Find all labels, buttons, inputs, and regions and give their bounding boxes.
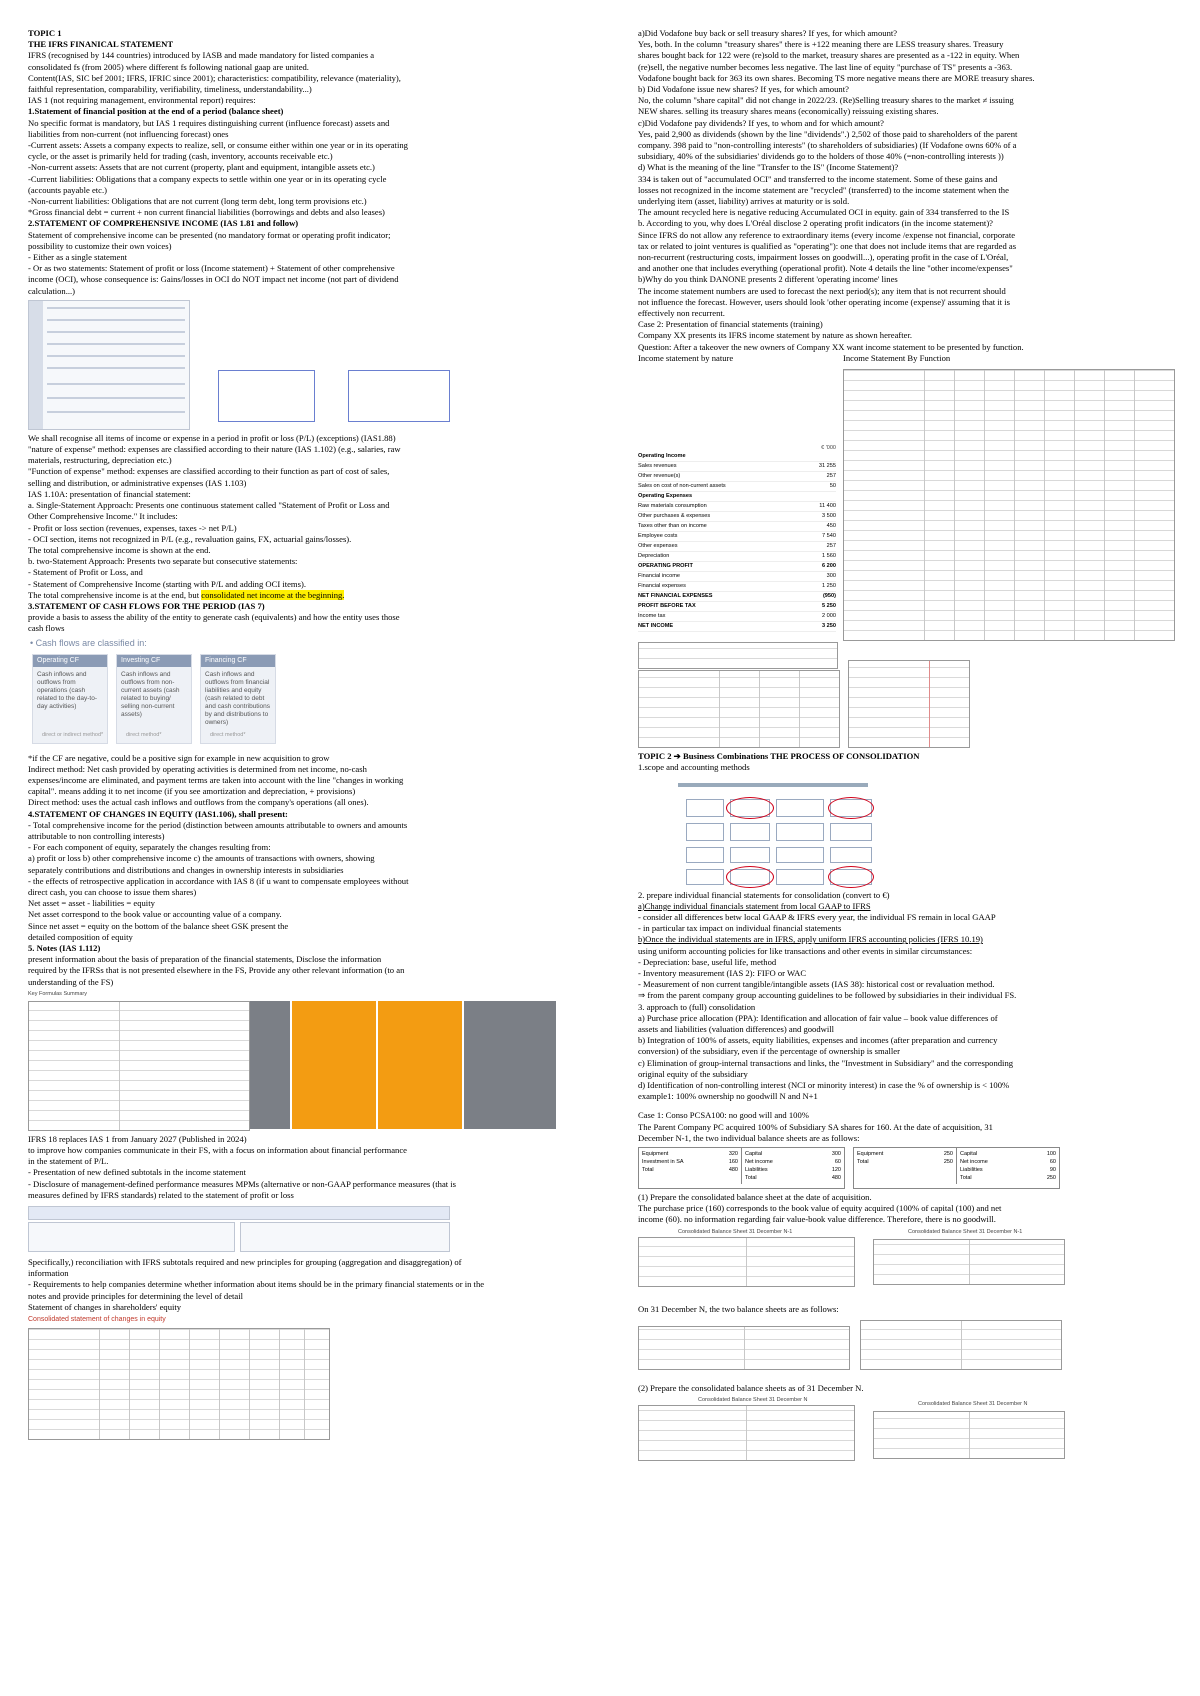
qa-block (638, 28, 1173, 353)
bs-value: 160 (728, 1158, 738, 1165)
sa-balance-sheet (853, 1147, 1060, 1189)
bs-label: Total (857, 1158, 869, 1165)
bs-row (745, 1174, 841, 1182)
row-value: 1 250 (822, 583, 836, 590)
bs-value: 60 (1049, 1158, 1056, 1165)
text-line: - Depreciation: base, useful life, method (638, 956, 777, 967)
row-label: Income tax (638, 613, 666, 620)
table-row (638, 542, 836, 552)
section-5-body (28, 954, 563, 988)
row-value: 2 000 (822, 613, 836, 620)
row-value: 257 (826, 473, 836, 480)
row-label: Financial expenses (638, 583, 686, 590)
individual-balance-sheets (638, 1147, 1173, 1189)
text-line: - the effects of retrospective application in accordance with IAS 8 (if u want to compensate employees without (28, 875, 409, 886)
red-list (848, 660, 970, 748)
text-line: (1) Prepare the consolidated balance sheet at the date of acquisition. (638, 1191, 872, 1202)
income-statement-figure (638, 367, 1173, 667)
table-row (638, 592, 836, 602)
text-line: The income statement numbers are used to forecast the next period(s); any item that is not recurrent should (638, 285, 1006, 296)
row-label: Sales on cost of non-current assets (638, 483, 726, 490)
text-line: expenses/income are eliminated, and payment terms are taken into account with the line "changes in working (28, 774, 404, 785)
bs-row (857, 1150, 953, 1158)
text-line: company. 398 paid to "non-controlling interests" (to shareholders of subsidiaries) (If Vodafone owns 60% of a (638, 140, 1017, 151)
table-row (638, 522, 836, 532)
text-line: "nature of expense" method: expenses are classified according to their nature (IAS 1.102) (e.g., salaries, raw (28, 444, 401, 455)
row-value: 3 250 (822, 623, 836, 630)
income-statement-labels (638, 353, 1173, 364)
text-line: Question: After a takeover the new owners of Company XX want income statement to be presented by function. (638, 341, 1024, 352)
text-line: a. Single-Statement Approach: Presents one continuous statement called "Statement of Profit or Loss and (28, 500, 390, 511)
text-line: underlying item (asset, liability) arrives at maturity or is sold. (638, 196, 850, 207)
bs-row (745, 1166, 841, 1174)
key-formulas-figure (28, 991, 563, 1131)
text-line: Content(IAS, SIC bef 2001; IFRS, IFRIC since 2001); characteristics: compatibility, relevance (materiality), (28, 72, 401, 83)
text-line: The amount recycled here is negative reducing Accumulated OCI in equity. gain of 334 transferred to the IS (638, 207, 1010, 218)
text-line: b) Integration of 100% of assets, equity liabilities, expenses and incomes (after preparation and currency (638, 1035, 998, 1046)
text-line: cash flows (28, 623, 65, 634)
diagram-box-two (348, 370, 450, 422)
grey-strip (250, 1001, 290, 1129)
left-column (28, 28, 563, 1443)
text-line: losses not recognized in the income statement are "recycled" (transferred) to the income statement when the (638, 184, 1009, 195)
text-line: d) Identification of non-controlling interest (NCI or minority interest) in case the % of ownership is < 100% (638, 1079, 1010, 1090)
row-value: 11 400 (819, 503, 836, 510)
text-line: possibility to customize their own voices) (28, 240, 172, 251)
highlighted-text: consolidated net income at the beginning. (201, 589, 345, 600)
text-line: Yes, both. In the column "treasury shares" there is +122 meaning there are LESS treasury shares. Treasury (638, 39, 1004, 50)
row-label: Taxes other than on income (638, 523, 707, 530)
formula-heading: Key Formulas Summary (28, 990, 87, 997)
text-line: detailed composition of equity (28, 931, 133, 942)
cash-flow-figure (28, 638, 563, 750)
row-value: 257 (826, 543, 836, 550)
section-2-title: 2.STATEMENT OF COMPREHENSIVE INCOME (IAS 1.81 and follow) (28, 218, 299, 229)
bs-label: Net income (960, 1158, 988, 1165)
text-line: b. two-Statement Approach: Presents two separate but consecutive statements: (28, 556, 298, 567)
table-row (638, 532, 836, 542)
text-line: Other Comprehensive Income." It includes: (28, 511, 178, 522)
cf-box (32, 654, 108, 744)
bs-label: Equipment (642, 1150, 669, 1157)
cons-title-3: Consolidated Balance Sheet 31 December N (698, 1396, 808, 1403)
text-line: Company XX presents its IFRS income statement by nature as shown hereafter. (638, 330, 912, 341)
row-label: Financial income (638, 573, 680, 580)
row-label: Other purchases & expenses (638, 513, 711, 520)
text-line: a) Purchase price allocation (PPA): Identification and allocation of fair value – book value differences of (638, 1012, 998, 1023)
text-line: Vodafone bought back for 363 its own shares. Becoming TS more negative means there are MORE treasury shares. (638, 72, 1035, 83)
cf-box-title: Financing CF (201, 655, 275, 667)
bs-value: 300 (831, 1150, 841, 1157)
cf-box-footnote: direct method* (210, 731, 246, 738)
text-line: in the statement of P/L. (28, 1156, 109, 1167)
bs-value: 250 (943, 1150, 953, 1157)
text-line: (accounts payable etc.) (28, 184, 107, 195)
text-line: b)Once the individual statements are in IFRS, apply uniform IFRS accounting policies (IFRS 10.19) (638, 934, 983, 945)
text-line: - Either as a single statement (28, 252, 128, 263)
text-line: - Statement of Comprehensive Income (starting with P/L and adding OCI items). (28, 578, 306, 589)
section-3-title: 3.STATEMENT OF CASH FLOWS FOR THE PERIOD (IAS 7) (28, 600, 265, 611)
text-line: December N-1, the two individual balance sheets are as follows: (638, 1132, 860, 1143)
table-row (638, 602, 836, 612)
cf-box-text: Cash inflows and outflows from financial liabilities and equity (cash related to debt and cash contributions by and distributions to owners) (205, 670, 271, 726)
table-row (638, 572, 836, 582)
text-line: a) profit or loss b) other comprehensive income c) the amounts of transactions with owners, showing (28, 853, 375, 864)
text-line: separately contributions and distributions and changes in ownership interests in subsidiaries (28, 864, 344, 875)
consolidated-bs-acquisition (638, 1229, 1173, 1287)
label-by-nature: Income statement by nature (638, 352, 734, 363)
unit-label: € '000 (821, 445, 836, 452)
bs-row (960, 1174, 1056, 1182)
text-line: -Non-current liabilities: Obligations that are not current (long term debt, long term provisions etc.) (28, 196, 367, 207)
row-value: 3 500 (822, 513, 836, 520)
row-label: Operating Expenses (638, 493, 693, 500)
row-label: NET FINANCIAL EXPENSES (638, 593, 713, 600)
bs-row (642, 1158, 738, 1166)
text-line: c) Elimination of group-internal transactions and links, the "Investment in Subsidiary" and the corresponding (638, 1057, 1014, 1068)
text-line: and another one that includes everything (operational profit). Note 4 details the line "other income/expenses" (638, 263, 1013, 274)
text-line: -Non-current assets: Assets that are not current (property, plant and equipment, intangible assets etc.) (28, 162, 375, 173)
text-line: conversion) of the subsidiary, even if the percentage of ownership is smaller (638, 1046, 900, 1057)
text-line: information (28, 1268, 69, 1279)
table-row (638, 502, 836, 512)
topic-2-title: TOPIC 2 ➔ Business Combinations THE PROCESS OF CONSOLIDATION (638, 751, 920, 762)
text-line: b)Why do you think DANONE presents 2 different 'operating income' lines (638, 274, 898, 285)
bs-value: 480 (831, 1174, 841, 1181)
text-line: understanding of the FS) (28, 976, 114, 987)
row-label: OPERATING PROFIT (638, 563, 693, 570)
text-line: We shall recognise all items of income or expense in a period in profit or loss (P/L) (exceptions) (IAS1.88) (28, 432, 396, 443)
text-line: (re)sell, the negative number becomes less negative. The last line of equity "purchase of TS" presents a -363. (638, 61, 1013, 72)
bs-value: 100 (1046, 1150, 1056, 1157)
text-line: - For each component of equity, separately the changes resulting from: (28, 842, 271, 853)
row-value: 50 (829, 483, 836, 490)
text-line: Net asset correspond to the book value or accounting value of a company. (28, 909, 282, 920)
bs-row (960, 1158, 1056, 1166)
cf-box-title: Operating CF (33, 655, 107, 667)
cf-box (200, 654, 276, 744)
ifrs18-block (28, 1134, 563, 1201)
pc-balance-sheet (638, 1147, 845, 1189)
text-line: - Or as two statements: Statement of profit or loss (Income statement) + Statement of other comprehensive (28, 263, 395, 274)
row-value: 7 540 (822, 533, 836, 540)
bs-label: Capital (745, 1150, 763, 1157)
row-value: 6 200 (822, 563, 836, 570)
bs-label: Liabilities (960, 1166, 983, 1173)
text-line: attributable to non controlling interests) (28, 830, 165, 841)
text-line: Yes, paid 2,900 as dividends (shown by the line "dividends".) 2,502 of those paid to shareholders of the parent (638, 128, 1018, 139)
allocation-figure (638, 670, 1173, 748)
bs-row (642, 1150, 738, 1158)
text-line: present information about the basis of preparation of the financial statements, Disclose the information (28, 954, 382, 965)
text-line: The purchase price (160) corresponds to the book value of equity acquired (100% of capital (100) and net (638, 1203, 1002, 1214)
text-line: notes and provide principles for determining the level of detail (28, 1290, 244, 1301)
text-line: - Total comprehensive income for the period (distinction between amounts attributable to owners and amounts (28, 819, 408, 830)
text-line: Direct method: uses the actual cash inflows and outflows from the company's operations (all ones). (28, 797, 369, 808)
text-line: "Function of expense" method: expenses are classified according to their function as part of cost of sales, (28, 466, 390, 477)
text-line: - OCI section, items not recognized in P/L (e.g., revaluation gains, FX, actuarial gains/losses). (28, 533, 352, 544)
balance-sheets-n (638, 1318, 1173, 1370)
soce-table (28, 1328, 330, 1440)
section-3-body (28, 612, 563, 634)
text-line: a)Did Vodafone buy back or sell treasury shares? If yes, for which amount? (638, 28, 898, 38)
consolidation-methods-diagram (638, 777, 1173, 887)
text-line: - Disclosure of management-defined performance measures MPMs (alternative or non-GAAP performance measures (that is (28, 1178, 457, 1189)
section-1-title: 1.Statement of financial position at the end of a period (balance sheet) (28, 106, 284, 117)
table-row (638, 472, 836, 482)
text-line: Since IFRS do not allow any reference to extraordinary items (every income /expense not financial, corporate (638, 229, 1016, 240)
section-title: THE IFRS FINANICAL STATEMENT (28, 39, 174, 50)
bs-label: Net income (745, 1158, 773, 1165)
row-label: Sales revenues (638, 463, 677, 470)
table-row (638, 462, 836, 472)
row-label: Raw materials consumption (638, 503, 707, 510)
text-line: 334 is taken out of "accumulated OCI" and transferred to the income statement. Some of these gains and (638, 173, 998, 184)
text-line: Case 2: Presentation of financial statements (training) (638, 319, 823, 330)
text-line: -Current liabilities: Obligations that a company expects to settle within one year or in its operating cycle (28, 173, 387, 184)
bs-row (642, 1166, 738, 1174)
text-line: IFRS 18 replaces IAS 1 from January 2027 (Published in 2024) (28, 1133, 247, 1144)
table-row (638, 622, 836, 632)
section-4-body (28, 820, 563, 943)
text-line: 3. approach to (full) consolidation (638, 1001, 756, 1012)
bs-value: 90 (1049, 1166, 1056, 1173)
ifrs18-notes (28, 1257, 563, 1313)
text-line: capital". means adding it to net income (if you see amortization and depreciation, + provisions) (28, 786, 356, 797)
total-comprehensive-line (28, 590, 563, 601)
cf-box-text: Cash inflows and outflows from operations (cash related to the day-to-day activities) (37, 670, 97, 710)
bs-value: 60 (834, 1158, 841, 1165)
bs-label: Total (745, 1174, 757, 1181)
cons-title-2: Consolidated Balance Sheet 31 December N-1 (908, 1228, 1023, 1235)
text-line: liabilities from non-current (not influencing forecast) ones (28, 128, 229, 139)
formula-table (28, 1001, 250, 1131)
text-line: income (60). no information regarding fair value-book value difference. Therefore, there is no goodwill. (638, 1214, 996, 1225)
text-line: - in particular tax impact on individual financial statements (638, 923, 842, 934)
bs-label: Total (642, 1166, 654, 1173)
row-label: Employee costs (638, 533, 678, 540)
text-line: c)Did Vodafone pay dividends? If yes, to whom and for which amount? (638, 117, 884, 128)
table-row (638, 552, 836, 562)
consolidation-steps (638, 890, 1173, 1103)
text-line: IAS 1.10A: presentation of financial statement: (28, 488, 191, 499)
table-row (638, 482, 836, 492)
row-value: 300 (826, 573, 836, 580)
bs-row (960, 1150, 1056, 1158)
text-line: Net asset = asset - liabilities = equity (28, 898, 155, 909)
bs-row (745, 1158, 841, 1166)
row-label: Other expenses (638, 543, 678, 550)
section-5-title: 5. Notes (IAS 1.112) (28, 942, 101, 953)
nature-table (638, 445, 836, 632)
dec31-line: On 31 December N, the two balance sheets are as follows: (638, 1303, 839, 1314)
bs-row (857, 1158, 953, 1166)
table-row (638, 492, 836, 502)
section-3-explanation (28, 753, 563, 809)
bs-label: Total (960, 1174, 972, 1181)
text-line: The total comprehensive income is shown at the end. (28, 544, 211, 555)
row-label: Operating Income (638, 453, 686, 460)
row-value: 5 250 (822, 603, 836, 610)
row-value: 1 560 (822, 553, 836, 560)
text-line: calculation...) (28, 285, 76, 296)
text-line: to improve how companies communicate in their FS, with a focus on information about financial performance (28, 1145, 407, 1155)
text-line: d) What is the meaning of the line "Transfer to the IS" (Income Statement)? (638, 162, 899, 173)
right-column (638, 28, 1173, 1464)
cf-box-footnote: direct method* (126, 731, 162, 738)
text-line: - Profit or loss section (revenues, expenses, taxes -> net P/L) (28, 522, 237, 533)
row-value: 31 255 (818, 463, 836, 470)
text-line: 2. prepare individual financial statements for consolidation (convert to €) (638, 889, 890, 900)
text-line: - Inventory measurement (IAS 2): FIFO or WAC (638, 967, 807, 978)
row-label: Depreciation (638, 553, 670, 560)
cf-box-footnote: direct or indirect method* (42, 731, 104, 738)
text-line: The Parent Company PC acquired 100% of Subsidiary SA shares for 160. At the date of acquisition, 31 (638, 1121, 993, 1132)
label-by-function: Income Statement By Function (843, 352, 951, 363)
text-line: assets and liabilities (valuation differences) and goodwill (638, 1023, 835, 1034)
text-line: Indirect method: Net cash provided by operating activities is determined from net income, no-cash (28, 763, 367, 774)
text-line: - Measurement of non current tangible/intangible assets (IAS 38): historical cost or revaluation method. (638, 979, 995, 990)
function-table (843, 369, 1175, 641)
text-line: Statement of comprehensive income can be presented (no mandatory format or operating profit indicator; (28, 229, 391, 240)
text-line: *if the CF are negative, could be a positive sign for example in new acquisition to grow (28, 752, 330, 763)
section-2-body (28, 230, 563, 297)
text-line: income (OCI), whose consequence is: Gains/losses in OCI do NOT impact net income (not part of dividend (28, 274, 399, 285)
bs-value: 250 (1046, 1174, 1056, 1181)
text-line: non-recurrent (restructuring costs, impairment losses on goodwill...), operating profit in the case of L'Oréal, (638, 252, 1009, 263)
bs-value: 480 (728, 1166, 738, 1173)
row-label: PROFIT BEFORE TAX (638, 603, 696, 610)
investing-box (378, 1001, 462, 1129)
diagram-box-one (218, 370, 315, 422)
text-line: b) Did Vodafone issue new shares? If yes, for which amount? (638, 84, 849, 95)
bs-value: 250 (943, 1158, 953, 1165)
text-line: faithful representation, comparability, verifiability, timeliness, understandability...) (28, 84, 312, 95)
text-line: measures defined by IFRS standards) related to the statement of profit or loss (28, 1189, 294, 1200)
text-line: b. According to you, why does L'Oréal disclose 2 operating profit indicators (in the income statement)? (638, 218, 993, 229)
text-line: provide a basis to assess the ability of the entity to generate cash (equivalents) and how the entity uses those (28, 612, 400, 623)
text-line: *Gross financial debt = current + non current financial liabilities (borrowings and debts and also leases) (28, 207, 385, 218)
text-line: - Statement of Profit or Loss, and (28, 567, 143, 578)
bs-label: Liabilities (745, 1166, 768, 1173)
intro-block (28, 50, 563, 106)
row-value: (950) (822, 593, 836, 600)
cf-box-title: Investing CF (117, 655, 191, 667)
step-1-block (638, 1192, 1173, 1226)
row-label: Other revenue(s) (638, 473, 681, 480)
table-row (638, 562, 836, 572)
bs-value: 120 (831, 1166, 841, 1173)
text-line: required by the IFRSs that is not presented elsewhere in the FS, Provide any other relevant information (to an (28, 965, 405, 976)
text-line: cycle, or the asset is primarily held for trading (cash, inventory, accounts receivable etc.) (28, 151, 333, 162)
topic-heading: TOPIC 1 (28, 28, 62, 38)
oci-table-image (28, 300, 190, 430)
text-line: effectively non recurrent. (638, 308, 725, 319)
cf-heading: • Cash flows are classified in: (30, 637, 147, 648)
text-line: selling and distribution, or administrative expenses (IAS 1.103) (28, 477, 247, 488)
bs-label: Capital (960, 1150, 978, 1157)
text-line: -Current assets: Assets a company expects to realize, sell, or consume either within one year or in its operating (28, 140, 408, 151)
text-line: IAS 1 (not requiring management, environmental report) requires: (28, 95, 256, 106)
operating-box (292, 1001, 376, 1129)
text-line: No specific format is mandatory, but IAS 1 requires distinguishing current (influence forecast) assets and (28, 117, 390, 128)
consolidated-bs-n (638, 1397, 1173, 1461)
bs-label: Investment in SA (642, 1158, 684, 1165)
text-line: a)Change individual financials statement from local GAAP to IFRS (638, 900, 871, 911)
topic-2-subtitle: 1.scope and accounting methods (638, 762, 750, 773)
ifrs18-figure (28, 1204, 563, 1254)
text-line: subsidiary, 40% of the subsidiaries' dividends go to the holders of those 40% (=non-controlling interests )) (638, 151, 1004, 162)
soce-figure (28, 1316, 563, 1440)
financing-box (464, 1001, 556, 1129)
cons-title-4: Consolidated Balance Sheet 31 December N (918, 1400, 1028, 1407)
table-row (638, 452, 836, 462)
text-line: materials, restructuring, depreciation etc.) (28, 455, 172, 466)
text-line: Specifically,) reconciliation with IFRS subtotals required and new principles for grouping (aggregation and disaggregation) of (28, 1257, 462, 1268)
text-line: example1: 100% ownership no goodwill N and N+1 (638, 1091, 818, 1102)
text-line: Statement of changes in shareholders' equity (28, 1301, 182, 1312)
bs-row (960, 1166, 1056, 1174)
text-line: tax or related to joint ventures is qualified as "operating"): one that does not include items that are regarded as (638, 240, 1017, 251)
cons-title-1: Consolidated Balance Sheet 31 December N-1 (678, 1228, 793, 1235)
text-line: - Presentation of new defined subtotals in the income statement (28, 1167, 246, 1178)
text-line: ⇒ from the parent company group accounting guidelines to be followed by subsidiaries in their individual FS. (638, 990, 1017, 1001)
section-4-title: 4.STATEMENT OF CHANGES IN EQUITY (IAS1.106), shall present: (28, 808, 288, 819)
cf-box-text: Cash inflows and outflows from non-current assets (cash related to buying/ selling non-current assets) (121, 670, 180, 718)
case-1-block (638, 1110, 1173, 1144)
soce-heading: Consolidated statement of changes in equity (28, 1316, 166, 1324)
bs-row (745, 1150, 841, 1158)
section-2-explanation (28, 433, 563, 590)
row-value: 450 (826, 523, 836, 530)
bs-label: Equipment (857, 1150, 884, 1157)
text-line: NEW shares. selling its treasury shares means (economically) reissuing existing shares. (638, 106, 939, 117)
cf-box (116, 654, 192, 744)
total-comprehensive-text: The total comprehensive income is at the end, but (28, 589, 202, 600)
table-row (638, 512, 836, 522)
text-line: Since net asset = equity on the bottom of the balance sheet GSK present the (28, 920, 289, 931)
text-line: not influence the forecast. However, users should look 'other operating income (expense)' assuming that it is (638, 296, 1010, 307)
table-row (638, 612, 836, 622)
text-line: using uniform accounting policies for like transactions and other events in similar circumstances: (638, 945, 973, 956)
section-1-body (28, 118, 563, 219)
text-line: original equity of the subsidiary (638, 1068, 748, 1079)
step-2-line: (2) Prepare the consolidated balance sheets as of 31 December N. (638, 1382, 864, 1393)
text-line: shares bought back for 122 were (re)sold to the market, treasury shares are presented as a -122 in equity. When (638, 50, 1020, 61)
text-line: consolidated fs (from 2005) where different fs following national gaap are united. (28, 61, 309, 72)
bs-value: 320 (728, 1150, 738, 1157)
oci-statement-figure (28, 300, 563, 430)
text-line: Case 1: Conso PCSA100: no good will and 100% (638, 1110, 809, 1121)
text-line: IFRS (recognised by 144 countries) introduced by IASB and made mandatory for listed companies a (28, 50, 375, 61)
text-line: direct cash, you can choose to issue them shares) (28, 886, 197, 897)
text-line: No, the column "share capital" did not change in 2022/23. (Re)Selling treasury shares to the market ≠ issuing (638, 95, 1014, 106)
row-label: NET INCOME (638, 623, 674, 630)
text-line: - Requirements to help companies determine whether information about items should be in the primary financial statements or in the (28, 1279, 485, 1290)
table-row (638, 582, 836, 592)
text-line: - consider all differences betw local GAAP & IFRS every year, the individual FS remain in local GAAP (638, 911, 996, 922)
